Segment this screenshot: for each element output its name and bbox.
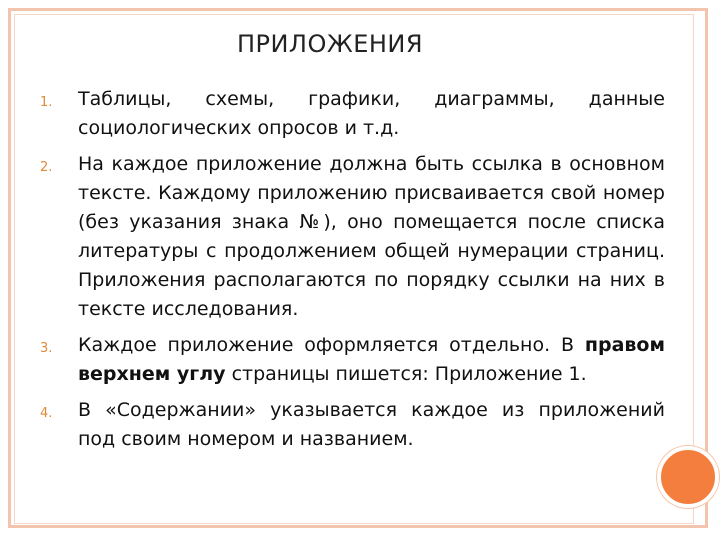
list-item-text: В «Содержании» указывается каждое из приложений под своим номером и названием. xyxy=(78,399,665,450)
list-item-text xyxy=(78,331,665,389)
list-item-text-after: страницы пишется: Приложение 1. xyxy=(225,363,587,385)
slide-title: ПРИЛОЖЕНИЯ xyxy=(236,30,424,58)
numbered-list xyxy=(40,85,665,461)
list-item xyxy=(40,331,665,389)
list-item-text-before: Каждое приложение оформляется отдельно. В xyxy=(78,334,585,356)
list-item-number: 3. xyxy=(40,341,53,356)
list-item xyxy=(40,150,665,324)
list-item-text-bold: правом верхнем углу xyxy=(78,334,665,385)
list-item-number: 4. xyxy=(40,406,53,421)
list-item xyxy=(40,396,665,454)
list-item-number: 1. xyxy=(40,95,53,110)
list-item-text: Таблицы, схемы, графики, диаграммы, данные социологических опросов и т.д. xyxy=(78,88,665,139)
list-item xyxy=(40,85,665,143)
decorative-circle xyxy=(657,446,719,508)
list-item-number: 2. xyxy=(40,160,53,175)
list-item-text: На каждое приложение должна быть ссылка в основном тексте. Каждому приложению присваивается свой номер (без указания знака №), оно помещается после списка литературы с продолжением общей нумерации страниц. Приложения располагаются по порядку ссылки на них в тексте исследования. xyxy=(78,153,665,320)
